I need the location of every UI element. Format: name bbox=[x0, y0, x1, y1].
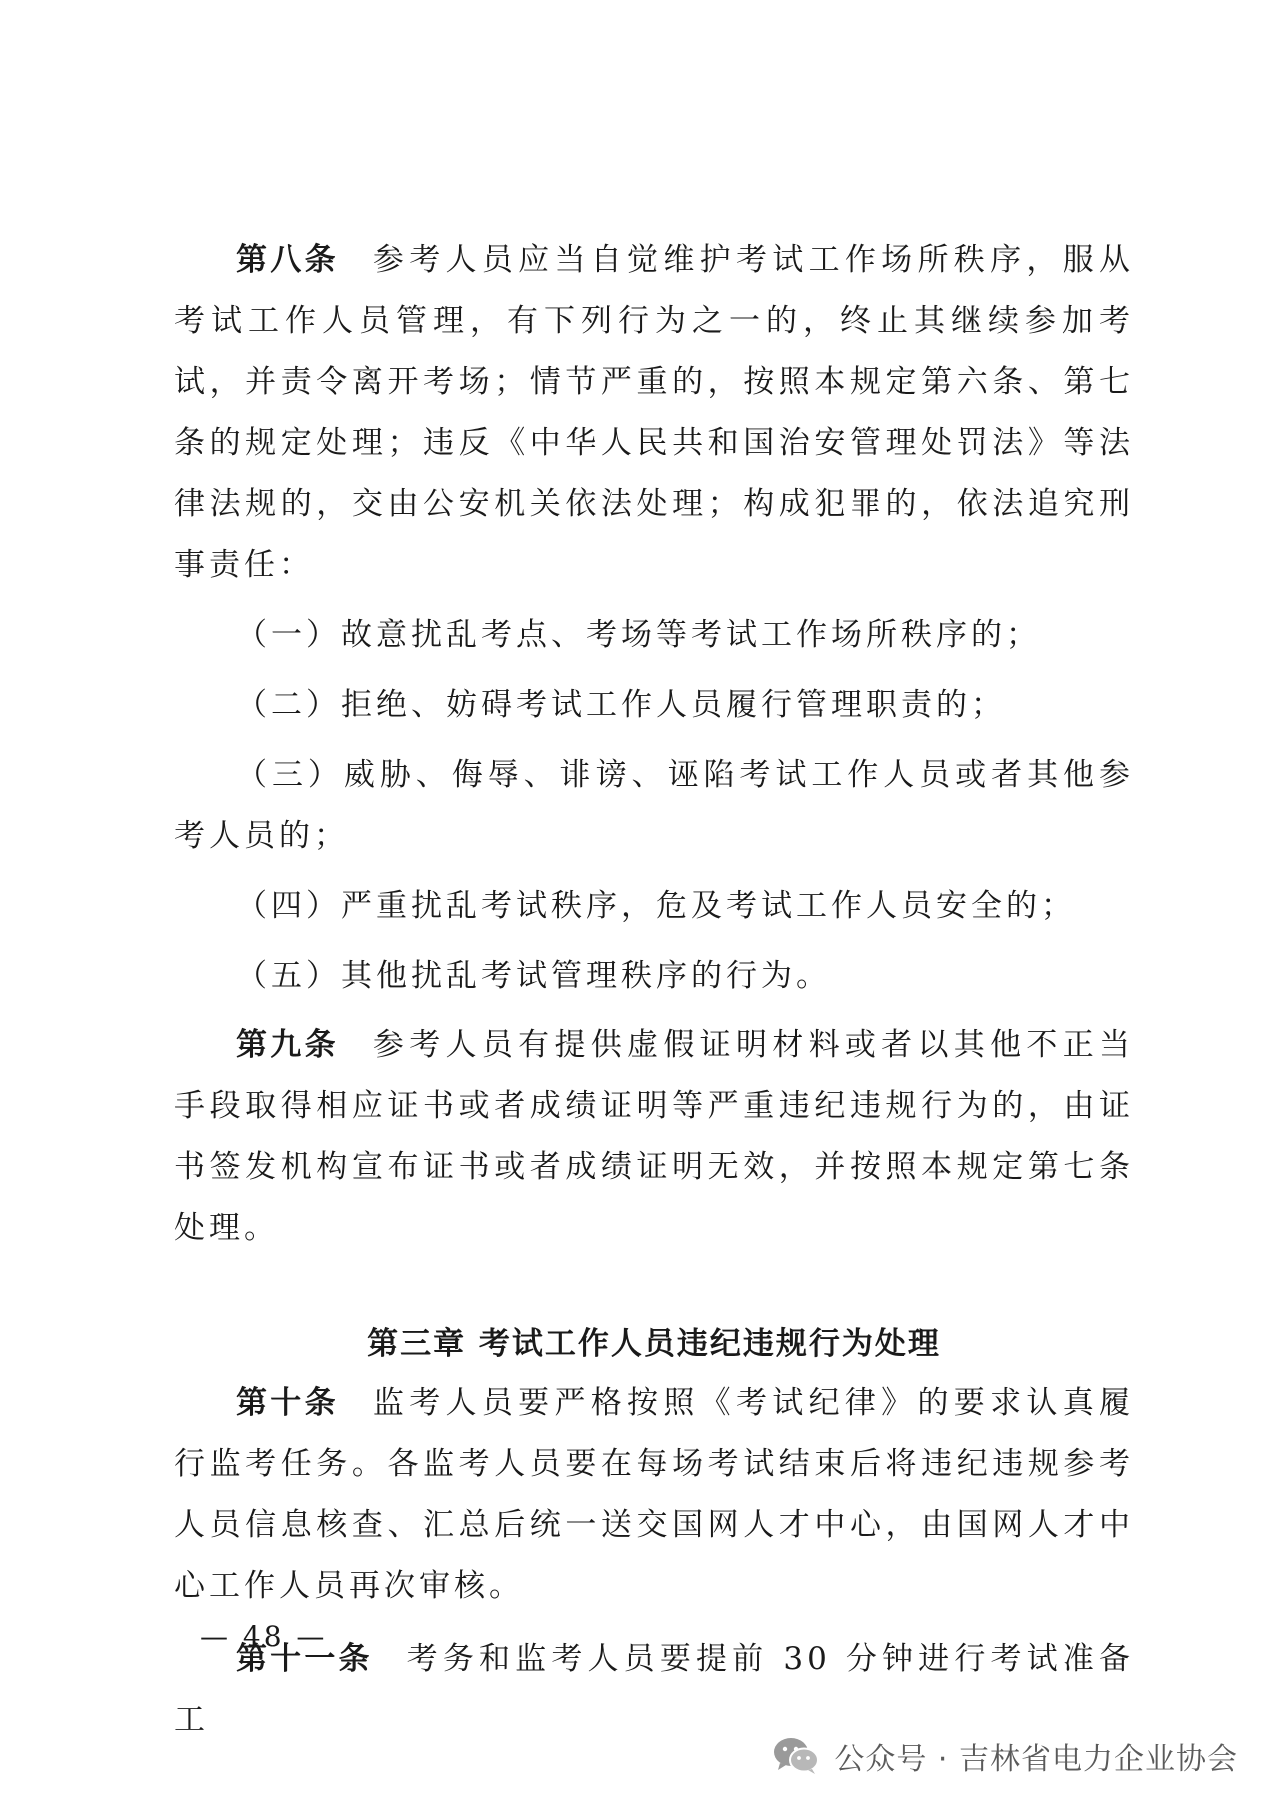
wechat-watermark bbox=[772, 1734, 1238, 1778]
article-8-item-1: （一）故意扰乱考点、考场等考试工作场所秩序的； bbox=[236, 617, 1041, 653]
article-8-item-2: （二）拒绝、妨碍考试工作人员履行管理职责的； bbox=[236, 687, 1006, 723]
document-body bbox=[174, 230, 1134, 1751]
article-9-text: 参考人员有提供虚假证明材料或者以其他不正当手段取得相应证书或者成绩证明等严重违纪违规行为的，由证书签发机构宣布证书或者成绩证明无效，并按照本规定第七条处理。 bbox=[174, 1027, 1135, 1246]
article-10-text: 监考人员要严格按照《考试纪律》的要求认真履行监考任务。各监考人员要在每场考试结束后将违纪违规参考人员信息核查、汇总后统一送交国网人才中心，由国网人才中心工作人员再次审核。 bbox=[174, 1385, 1135, 1604]
article-8-label: 第八条 bbox=[236, 242, 339, 278]
wechat-icon bbox=[772, 1736, 820, 1776]
article-8 bbox=[174, 230, 1134, 596]
article-9-label: 第九条 bbox=[236, 1027, 339, 1063]
article-11-text: 考务和监考人员要提前 30 分钟进行考试准备工 bbox=[174, 1641, 1134, 1738]
page-number: — 48 — bbox=[200, 1620, 328, 1653]
article-8-item-3: （三）威胁、侮辱、诽谤、诬陷考试工作人员或者其他参考人员的； bbox=[174, 757, 1134, 854]
article-11-label: 第十一条 bbox=[236, 1641, 373, 1677]
article-8-item-4: （四）严重扰乱考试秩序，危及考试工作人员安全的； bbox=[236, 888, 1076, 924]
article-10-label: 第十条 bbox=[236, 1385, 339, 1421]
article-8-text: 参考人员应当自觉维护考试工作场所秩序，服从考试工作人员管理，有下列行为之一的，终止其继续参加考试，并责令离开考场；情节严重的，按照本规定第六条、第七条的规定处理；违反《中华人民共和国治安管理处罚法》等法律法规的，交由公安机关依法处理；构成犯罪的，依法追究刑事责任： bbox=[174, 242, 1135, 583]
article-8-item-5: （五）其他扰乱考试管理秩序的行为。 bbox=[236, 958, 831, 994]
article-10 bbox=[174, 1373, 1134, 1617]
article-9 bbox=[174, 1015, 1134, 1259]
chapter-3-title: 第三章 考试工作人员违纪违规行为处理 bbox=[367, 1326, 941, 1362]
watermark-text: 公众号 · 吉林省电力企业协会 bbox=[834, 1742, 1238, 1777]
